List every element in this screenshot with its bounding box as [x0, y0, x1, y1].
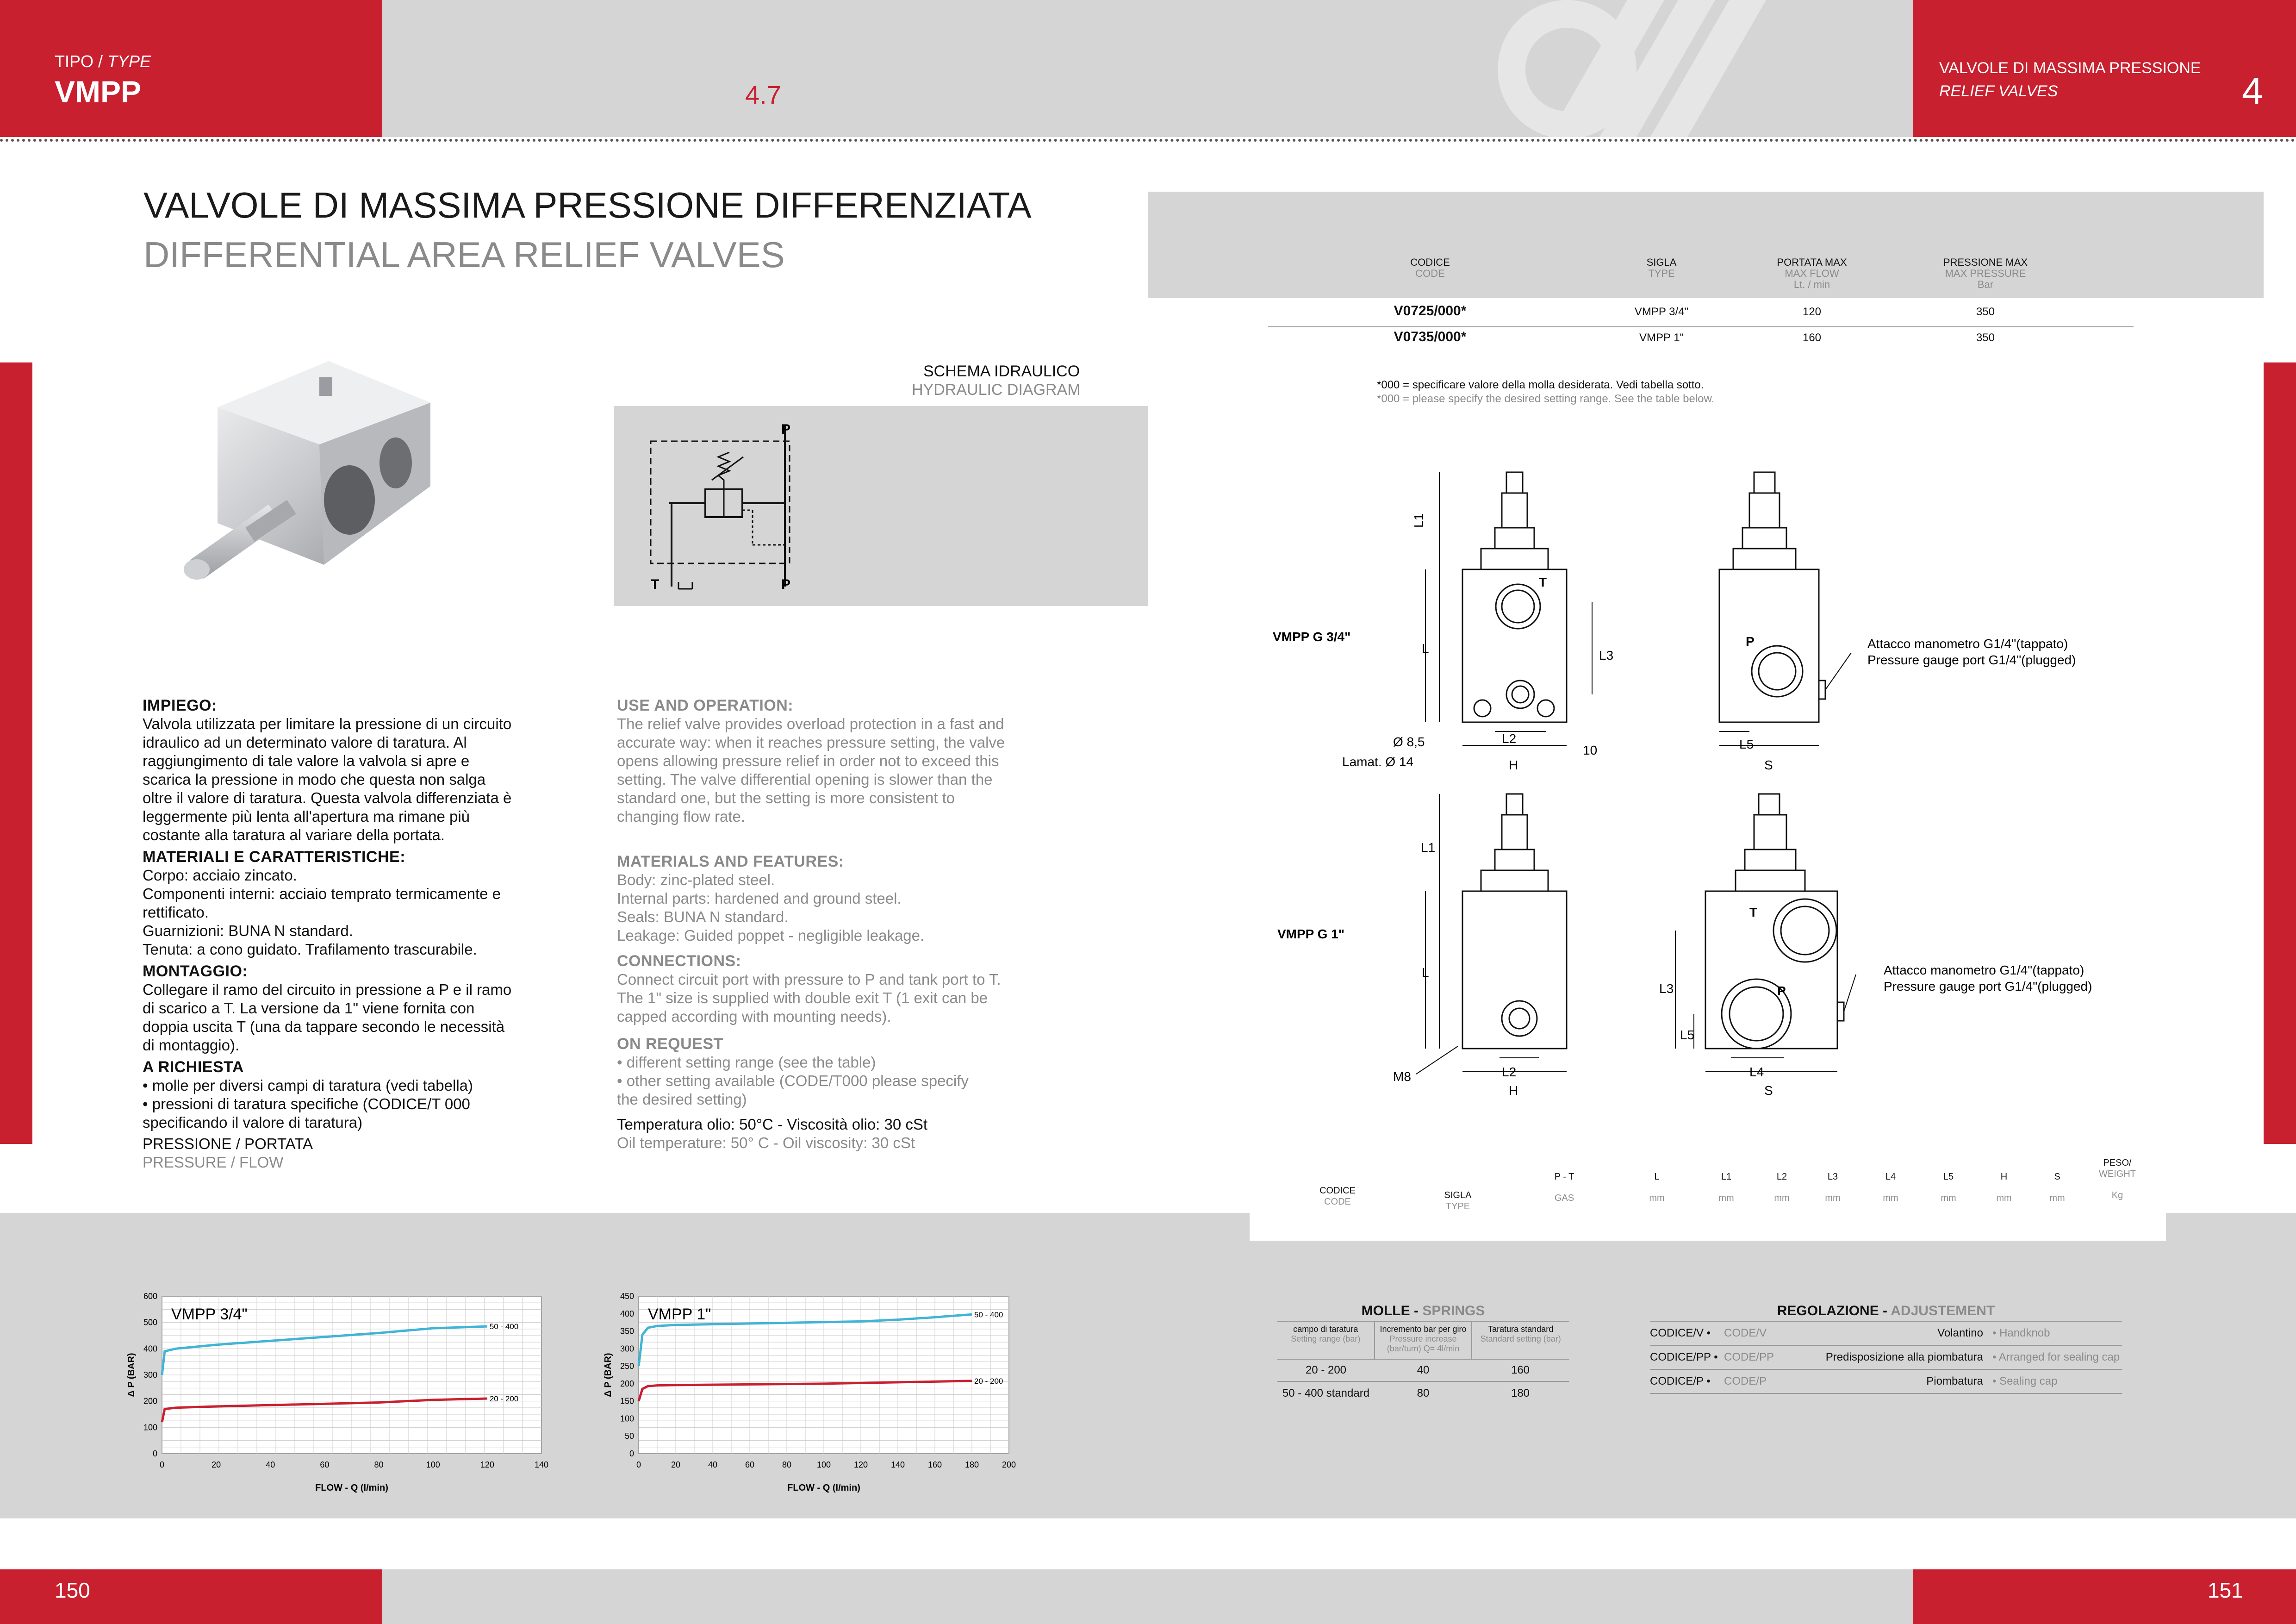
dim-h-a: H	[1509, 758, 1518, 772]
adjust-code: CODICE/PP •	[1650, 1351, 1718, 1363]
dim-l2-a: L2	[1502, 731, 1517, 746]
dim-col-header: SIGLA TYPE	[1444, 1190, 1472, 1212]
use-body: The relief valve provides overload protection in a fast and accurate way: when it reaches pressure setting, the valve opens allowing pressure relief in order not to exceed this setting. The valve differential opening is slower than the standard one, but the setting is more consistent to changing flow rate.	[617, 715, 1005, 825]
richiesta-line: • molle per diversi campi di taratura (vedi tabella)	[143, 1077, 473, 1094]
montaggio-body: Collegare il ramo del circuito in pressione a P e il ramo di scarico a T. La versione da 1" viene fornita con doppia uscita T (una da tappare secondo le necessità di montaggio).	[143, 981, 512, 1054]
x-tick-label: 0	[636, 1460, 641, 1469]
header-decor	[382, 0, 1913, 137]
conn-title: CONNECTIONS:	[617, 952, 741, 970]
impiego-title: IMPIEGO:	[143, 697, 217, 714]
port-t-b: T	[1749, 905, 1758, 919]
y-tick-label: 200	[143, 1396, 157, 1406]
x-tick-label: 180	[964, 1460, 979, 1469]
y-axis-label: Δ P (BAR)	[603, 1353, 613, 1397]
th-max-flow: PORTATA MAX MAX FLOW Lt. / min	[1777, 256, 1847, 290]
dim-l2-b: L2	[1502, 1065, 1517, 1079]
dim-h-b: H	[1509, 1083, 1518, 1098]
adjust-en: • Arranged for sealing cap	[1992, 1351, 2120, 1363]
adjust-it: Predisposizione alla piombatura	[1825, 1351, 1983, 1363]
dim-col-header: P - T GAS	[1554, 1172, 1574, 1203]
series-label: 20 - 200	[489, 1394, 519, 1403]
materiali-line: Tenuta: a cono guidato. Trafilamento trascurabile.	[143, 941, 477, 958]
pressione-it: PRESSIONE / PORTATA	[143, 1135, 313, 1152]
dim-s-a: S	[1764, 758, 1773, 772]
x-tick-label: 20	[671, 1460, 681, 1469]
req-title: ON REQUEST	[617, 1035, 723, 1053]
y-tick-label: 450	[620, 1292, 634, 1301]
dim-l1-a: L1	[1412, 513, 1426, 528]
right-side-bar	[2264, 362, 2296, 1144]
type-label-en: TYPE	[107, 52, 151, 71]
th-max-pressure: PRESSIONE MAX MAX PRESSURE Bar	[1943, 256, 2028, 290]
dim-l5-b: L5	[1680, 1028, 1695, 1042]
table-row: 20 - 200 40 160	[1277, 1360, 1569, 1382]
model-title: VMPP	[55, 75, 142, 109]
dim-l5-a: L5	[1739, 737, 1754, 751]
schema-port-t: T	[651, 577, 660, 592]
drawing-label-34: VMPP G 3/4"	[1273, 630, 1351, 644]
header-dotted-rule	[0, 139, 2296, 142]
gauge-label-it-1: Attacco manometro G1/4"(tappato)	[1867, 637, 2068, 651]
dim-col-header: L4 mm	[1883, 1172, 1898, 1203]
technical-drawings	[1250, 458, 2175, 1116]
table-row: V0725/000* VMPP 3/4" 120 350	[1268, 303, 2134, 327]
dim-col-header: L mm	[1649, 1172, 1665, 1203]
gauge-label-en-2: Pressure gauge port G1/4"(plugged)	[1884, 979, 2092, 993]
m8-label: M8	[1393, 1069, 1411, 1084]
y-tick-label: 150	[620, 1396, 634, 1406]
dim-table-header	[1268, 1157, 2136, 1212]
dia-label: Ø 8,5	[1393, 735, 1425, 749]
dim-l3-a: L3	[1599, 648, 1614, 662]
schema-title-en: HYDRAULIC DIAGRAM	[912, 381, 1081, 399]
temp-it: Temperatura olio: 50°C - Viscosità olio: 30 cSt	[617, 1116, 928, 1133]
table-row	[1650, 1322, 2122, 1346]
x-tick-label: 100	[816, 1460, 831, 1469]
y-tick-label: 100	[620, 1414, 634, 1424]
series-label: 50 - 400	[974, 1310, 1003, 1319]
springs-title: MOLLE - SPRINGS	[1277, 1303, 1569, 1322]
dim-col-header: S mm	[2049, 1172, 2065, 1203]
adjust-code_en: CODE/PP	[1724, 1351, 1774, 1363]
schema-title-it: SCHEMA IDRAULICO	[923, 362, 1080, 380]
top-table-note-it: *000 = specificare valore della molla desiderata. Vedi tabella sotto.	[1377, 379, 1704, 391]
x-tick-label: 160	[927, 1460, 942, 1469]
y-tick-label: 0	[629, 1449, 634, 1458]
req-line: the desired setting)	[617, 1091, 747, 1108]
gauge-label-it-2: Attacco manometro G1/4"(tappato)	[1884, 963, 2084, 977]
port-p-a: P	[1746, 634, 1755, 649]
th-code: CODICE CODE	[1410, 256, 1450, 279]
chart-vmpp-34	[111, 1264, 583, 1495]
richiesta-line: • pressioni di taratura specifiche (CODICE/T 000 specificando il valore di taratura)	[143, 1095, 470, 1131]
y-tick-label: 600	[143, 1292, 157, 1301]
dim-col-header: L1 mm	[1718, 1172, 1734, 1203]
dim-s-b: S	[1764, 1083, 1773, 1098]
materiali-line: Guarnizioni: BUNA N standard.	[143, 922, 353, 939]
dim-col-header: PESO/ WEIGHT Kg	[2099, 1158, 2136, 1200]
x-tick-label: 40	[708, 1460, 718, 1469]
dim-col-header: L2 mm	[1774, 1172, 1790, 1203]
conn-body: Connect circuit port with pressure to P and tank port to T. The 1" size is supplied with double exit T (1 exit can be capped according with mounting needs).	[617, 971, 1001, 1025]
table-row: 50 - 400 standard 80 180	[1282, 1387, 1530, 1399]
materiali-line: Componenti interni: acciaio temprato termicamente e rettificato.	[143, 885, 501, 921]
req-line: • other setting available (CODE/T000 please specify	[617, 1072, 969, 1089]
dim-l4-b: L4	[1749, 1065, 1764, 1079]
montaggio-title: MONTAGGIO:	[143, 962, 248, 980]
y-tick-label: 100	[143, 1423, 157, 1432]
mat-line: Internal parts: hardened and ground steel.	[617, 890, 902, 907]
port-t-a: T	[1539, 575, 1547, 589]
category-it: VALVOLE DI MASSIMA PRESSIONE	[1939, 59, 2201, 77]
schema-port-p-bottom: P	[781, 577, 791, 592]
dim-l3-b: L3	[1659, 981, 1674, 996]
chart-title: VMPP 1"	[648, 1305, 711, 1323]
mat-line: Body: zinc-plated steel.	[617, 871, 775, 888]
x-tick-label: 80	[782, 1460, 792, 1469]
table-row	[1650, 1370, 2122, 1394]
springs-header: campo di taratura Setting range (bar) Incremento bar per giro Pressure increase (bar/turn) Q= 4l/min Taratura standard Standard setting (bar)	[1277, 1322, 1569, 1360]
adjust-it: Volantino	[1937, 1327, 1983, 1339]
page-title-en: DIFFERENTIAL AREA RELIEF VALVES	[143, 234, 785, 275]
mat-line: Leakage: Guided poppet - negligible leakage.	[617, 927, 925, 944]
table-row	[1650, 1346, 2122, 1370]
y-tick-label: 500	[143, 1318, 157, 1327]
top-table-note-en: *000 = please specify the desired setting range. See the table below.	[1377, 393, 1715, 405]
dim-col-header: CODICE CODE	[1319, 1186, 1356, 1207]
materiali-line: Corpo: acciaio zincato.	[143, 867, 297, 884]
adjust-en: • Handknob	[1992, 1327, 2050, 1339]
x-tick-label: 120	[480, 1460, 494, 1469]
series-label: 50 - 400	[489, 1322, 519, 1331]
section-number: 4.7	[745, 80, 781, 109]
x-axis-label: FLOW - Q (l/min)	[787, 1483, 860, 1493]
y-tick-label: 350	[620, 1326, 634, 1336]
req-line: • different setting range (see the table)	[617, 1054, 876, 1071]
y-tick-label: 0	[152, 1449, 157, 1458]
dim-l-b: L	[1422, 965, 1429, 980]
type-label	[55, 52, 151, 71]
y-tick-label: 300	[143, 1370, 157, 1380]
adjust-code: CODICE/V •	[1650, 1327, 1711, 1339]
page-number-left: 150	[55, 1578, 90, 1602]
adjust-table	[1650, 1303, 2122, 1394]
materiali-title: MATERIALI E CARATTERISTICHE:	[143, 848, 406, 866]
pressione-en: PRESSURE / FLOW	[143, 1154, 284, 1171]
left-text-column	[143, 697, 517, 1172]
top-table	[1268, 257, 2134, 342]
mat-title: MATERIALS AND FEATURES:	[617, 853, 844, 870]
footer-center-block	[382, 1569, 1913, 1624]
page-number-right: 151	[2208, 1578, 2243, 1602]
x-tick-label: 100	[426, 1460, 440, 1469]
drawing-label-1: VMPP G 1"	[1277, 927, 1345, 941]
y-tick-label: 200	[620, 1379, 634, 1388]
dim-col-header: L3 mm	[1825, 1172, 1841, 1203]
dim-col-header: L5 mm	[1941, 1172, 1956, 1203]
port-p-b: P	[1777, 984, 1786, 998]
y-tick-label: 400	[620, 1309, 634, 1318]
x-tick-label: 0	[159, 1460, 165, 1469]
adjust-code_en: CODE/V	[1724, 1327, 1767, 1339]
category-en: RELIEF VALVES	[1939, 82, 2058, 100]
x-tick-label: 140	[890, 1460, 905, 1469]
x-tick-label: 140	[534, 1460, 549, 1469]
x-tick-label: 200	[1002, 1460, 1016, 1469]
dim-10: 10	[1583, 743, 1598, 757]
impiego-body: Valvola utilizzata per limitare la pressione di un circuito idraulico ad un determinato valore di taratura. Al raggiungimento di tale valore la valvola si apre e scarica la pressione in modo che questa non salga oltre il valore di taratura. Questa valvola differenziata è leggermente più lenta all'apertura ma rimane più costante alla taratura al variare della portata.	[143, 715, 512, 843]
page-title-it: VALVOLE DI MASSIMA PRESSIONE DIFFERENZIATA	[143, 185, 1032, 225]
series-label: 20 - 200	[974, 1376, 1003, 1386]
x-tick-label: 80	[374, 1460, 384, 1469]
mat-line: Seals: BUNA N standard.	[617, 908, 789, 925]
x-tick-label: 20	[212, 1460, 221, 1469]
chapter-number: 4	[2242, 70, 2263, 112]
x-tick-label: 60	[320, 1460, 330, 1469]
richiesta-title: A RICHIESTA	[143, 1058, 244, 1076]
x-tick-label: 120	[853, 1460, 868, 1469]
chart-title: VMPP 3/4"	[171, 1305, 248, 1323]
y-tick-label: 400	[143, 1344, 157, 1354]
mid-text-column	[617, 697, 1010, 1152]
x-axis-label: FLOW - Q (l/min)	[315, 1483, 388, 1493]
left-side-bar	[0, 362, 32, 1144]
product-photo	[171, 352, 458, 602]
tipo-label: TIPO /	[55, 52, 108, 71]
dim-l1-b: L1	[1421, 840, 1436, 855]
header-center-block	[382, 0, 1913, 137]
adjust-code: CODICE/P •	[1650, 1375, 1711, 1387]
springs-table	[1277, 1303, 1569, 1405]
lamat-label: Lamat. Ø 14	[1342, 755, 1414, 769]
temp-en: Oil temperature: 50° C - Oil viscosity: 30 cSt	[617, 1134, 915, 1151]
x-tick-label: 40	[266, 1460, 275, 1469]
table-row: V0735/000* VMPP 1" 160 350	[1394, 329, 1995, 344]
dim-l-a: L	[1422, 641, 1429, 656]
chart-svg-1	[588, 1264, 1051, 1495]
y-tick-label: 250	[620, 1362, 634, 1371]
y-axis-label: Δ P (BAR)	[126, 1353, 137, 1397]
adjust-en: • Sealing cap	[1992, 1375, 2058, 1387]
adjust-it: Piombatura	[1926, 1375, 1983, 1387]
y-tick-label: 50	[624, 1431, 634, 1441]
hydraulic-diagram	[614, 406, 1148, 606]
dim-col-header: H mm	[1996, 1172, 2012, 1203]
x-tick-label: 60	[745, 1460, 755, 1469]
chart-vmpp-1	[588, 1264, 1051, 1495]
y-tick-label: 300	[620, 1344, 634, 1354]
chart-svg-34	[111, 1264, 583, 1495]
adjust-code_en: CODE/P	[1724, 1375, 1767, 1387]
adjust-title: REGOLAZIONE - ADJUSTEMENT	[1650, 1303, 2122, 1322]
th-type: SIGLA TYPE	[1646, 256, 1677, 279]
use-title: USE AND OPERATION:	[617, 697, 794, 714]
gauge-label-en-1: Pressure gauge port G1/4"(plugged)	[1867, 653, 2076, 667]
schema-port-p-top: P	[781, 422, 791, 437]
dim-table-band-cover	[1250, 1213, 2166, 1241]
